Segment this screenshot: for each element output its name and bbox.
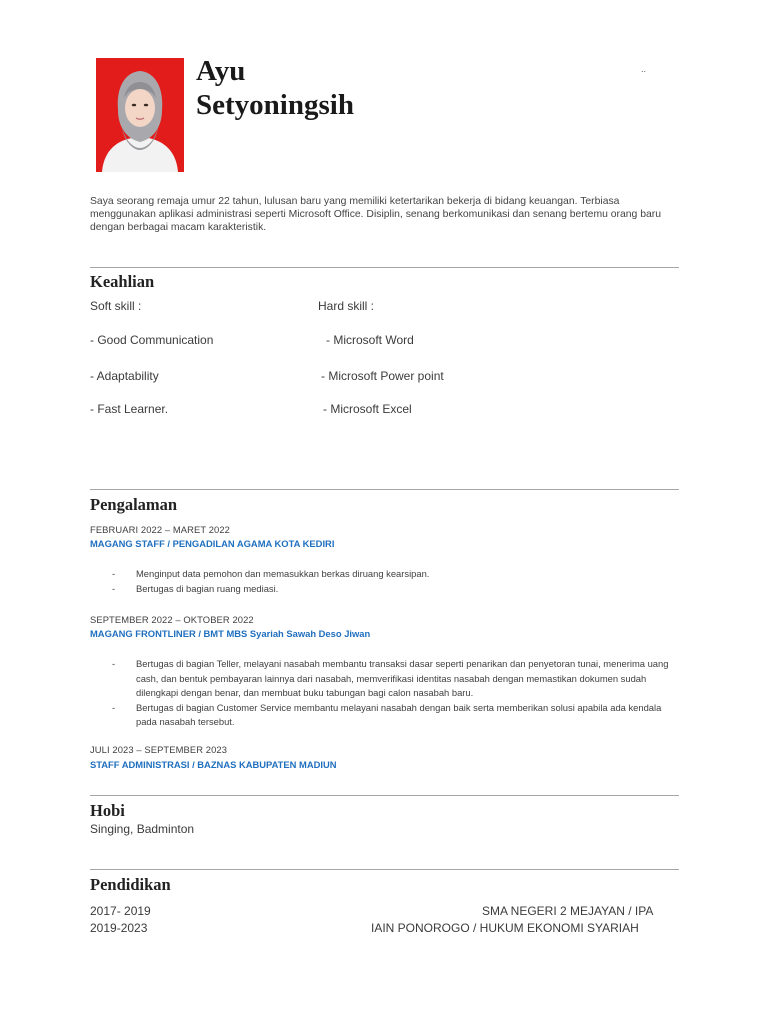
full-name xyxy=(196,54,354,122)
soft-skill-item: - Fast Learner. xyxy=(90,402,169,416)
soft-skill-item: - Good Communication xyxy=(90,333,214,347)
experience-bullets xyxy=(112,657,682,730)
bullet-text: Bertugas di bagian ruang mediasi. xyxy=(136,582,279,594)
soft-skill-header: Soft skill : xyxy=(90,299,142,313)
bullet-text: Bertugas di bagian Customer Service membantu melayani nasabah dengan baik serta memberikan solusi apabila ada kendala pada nasabah tersebut. xyxy=(136,701,662,728)
bullet-dash: - xyxy=(112,658,116,669)
section-title-pendidikan: Pendidikan xyxy=(90,875,171,894)
divider-keahlian xyxy=(90,267,679,268)
bullet-text: Bertugas di bagian Teller, melayani nasabah membantu transaksi dasar seperti penarikan dan penyetoran tunai, menerima uang cash, dan bentuk pembayaran lainnya dari nasabah, memverifikasi identitas nasabah dengan memastikan dokumen sudah dilengkapi dengan benar, dan membuat buku tabungan bagi calon nasabah baru. xyxy=(136,658,669,699)
education-years: 2017- 2019 xyxy=(90,904,151,918)
experience-bullets xyxy=(112,567,682,596)
experience-date: FEBRUARI 2022 – MARET 2022 xyxy=(90,524,230,535)
experience-date: SEPTEMBER 2022 – OKTOBER 2022 xyxy=(90,614,254,625)
profile-photo-illustration xyxy=(96,58,184,172)
experience-role: MAGANG FRONTLINER / BMT MBS Syariah Sawah Deso Jiwan xyxy=(90,628,371,639)
divider-hobi xyxy=(90,795,679,796)
bullet-dash: - xyxy=(112,701,116,713)
list-item xyxy=(112,567,682,582)
last-name: Setyoningsih xyxy=(196,89,354,121)
hard-skill-item: - Microsoft Excel xyxy=(323,402,412,416)
section-title-hobi: Hobi xyxy=(90,801,125,820)
hard-skill-header: Hard skill : xyxy=(318,299,375,313)
hobby-text: Singing, Badminton xyxy=(90,822,195,836)
corner-dots: .. xyxy=(641,64,647,74)
list-item xyxy=(112,701,682,730)
education-years: 2019-2023 xyxy=(90,921,148,935)
education-school: SMA NEGERI 2 MEJAYAN / IPA xyxy=(482,904,654,918)
section-title-pengalaman: Pengalaman xyxy=(90,495,178,514)
bullet-dash: - xyxy=(112,568,116,579)
divider-pendidikan xyxy=(90,869,679,870)
bullet-text: Menginput data pemohon dan memasukkan berkas diruang kearsipan. xyxy=(136,568,430,579)
divider-pengalaman xyxy=(90,489,679,490)
list-item xyxy=(112,582,682,597)
profile-photo xyxy=(96,58,184,172)
experience-role: STAFF ADMINISTRASI / BAZNAS KABUPATEN MADIUN xyxy=(90,759,337,770)
profile-summary: Saya seorang remaja umur 22 tahun, lulusan baru yang memiliki ketertarikan bekerja di bidang keuangan. Terbiasa menggunakan aplikasi administrasi seperti Microsoft Office. Disiplin, senang berkomunikasi dan senang bertemu orang baru dengan berbagai macam karakteristik. xyxy=(90,196,662,234)
soft-skill-item: - Adaptability xyxy=(90,369,159,383)
bullet-dash: - xyxy=(112,582,116,594)
experience-date: JULI 2023 – SEPTEMBER 2023 xyxy=(90,744,228,755)
hard-skill-item: - Microsoft Word xyxy=(326,333,414,347)
hard-skill-item: - Microsoft Power point xyxy=(321,369,444,383)
section-title-keahlian: Keahlian xyxy=(90,272,155,291)
experience-role: MAGANG STAFF / PENGADILAN AGAMA KOTA KEDIRI xyxy=(90,538,335,549)
education-school: IAIN PONOROGO / HUKUM EKONOMI SYARIAH xyxy=(371,921,639,935)
first-name: Ayu xyxy=(196,55,246,87)
list-item xyxy=(112,657,682,701)
